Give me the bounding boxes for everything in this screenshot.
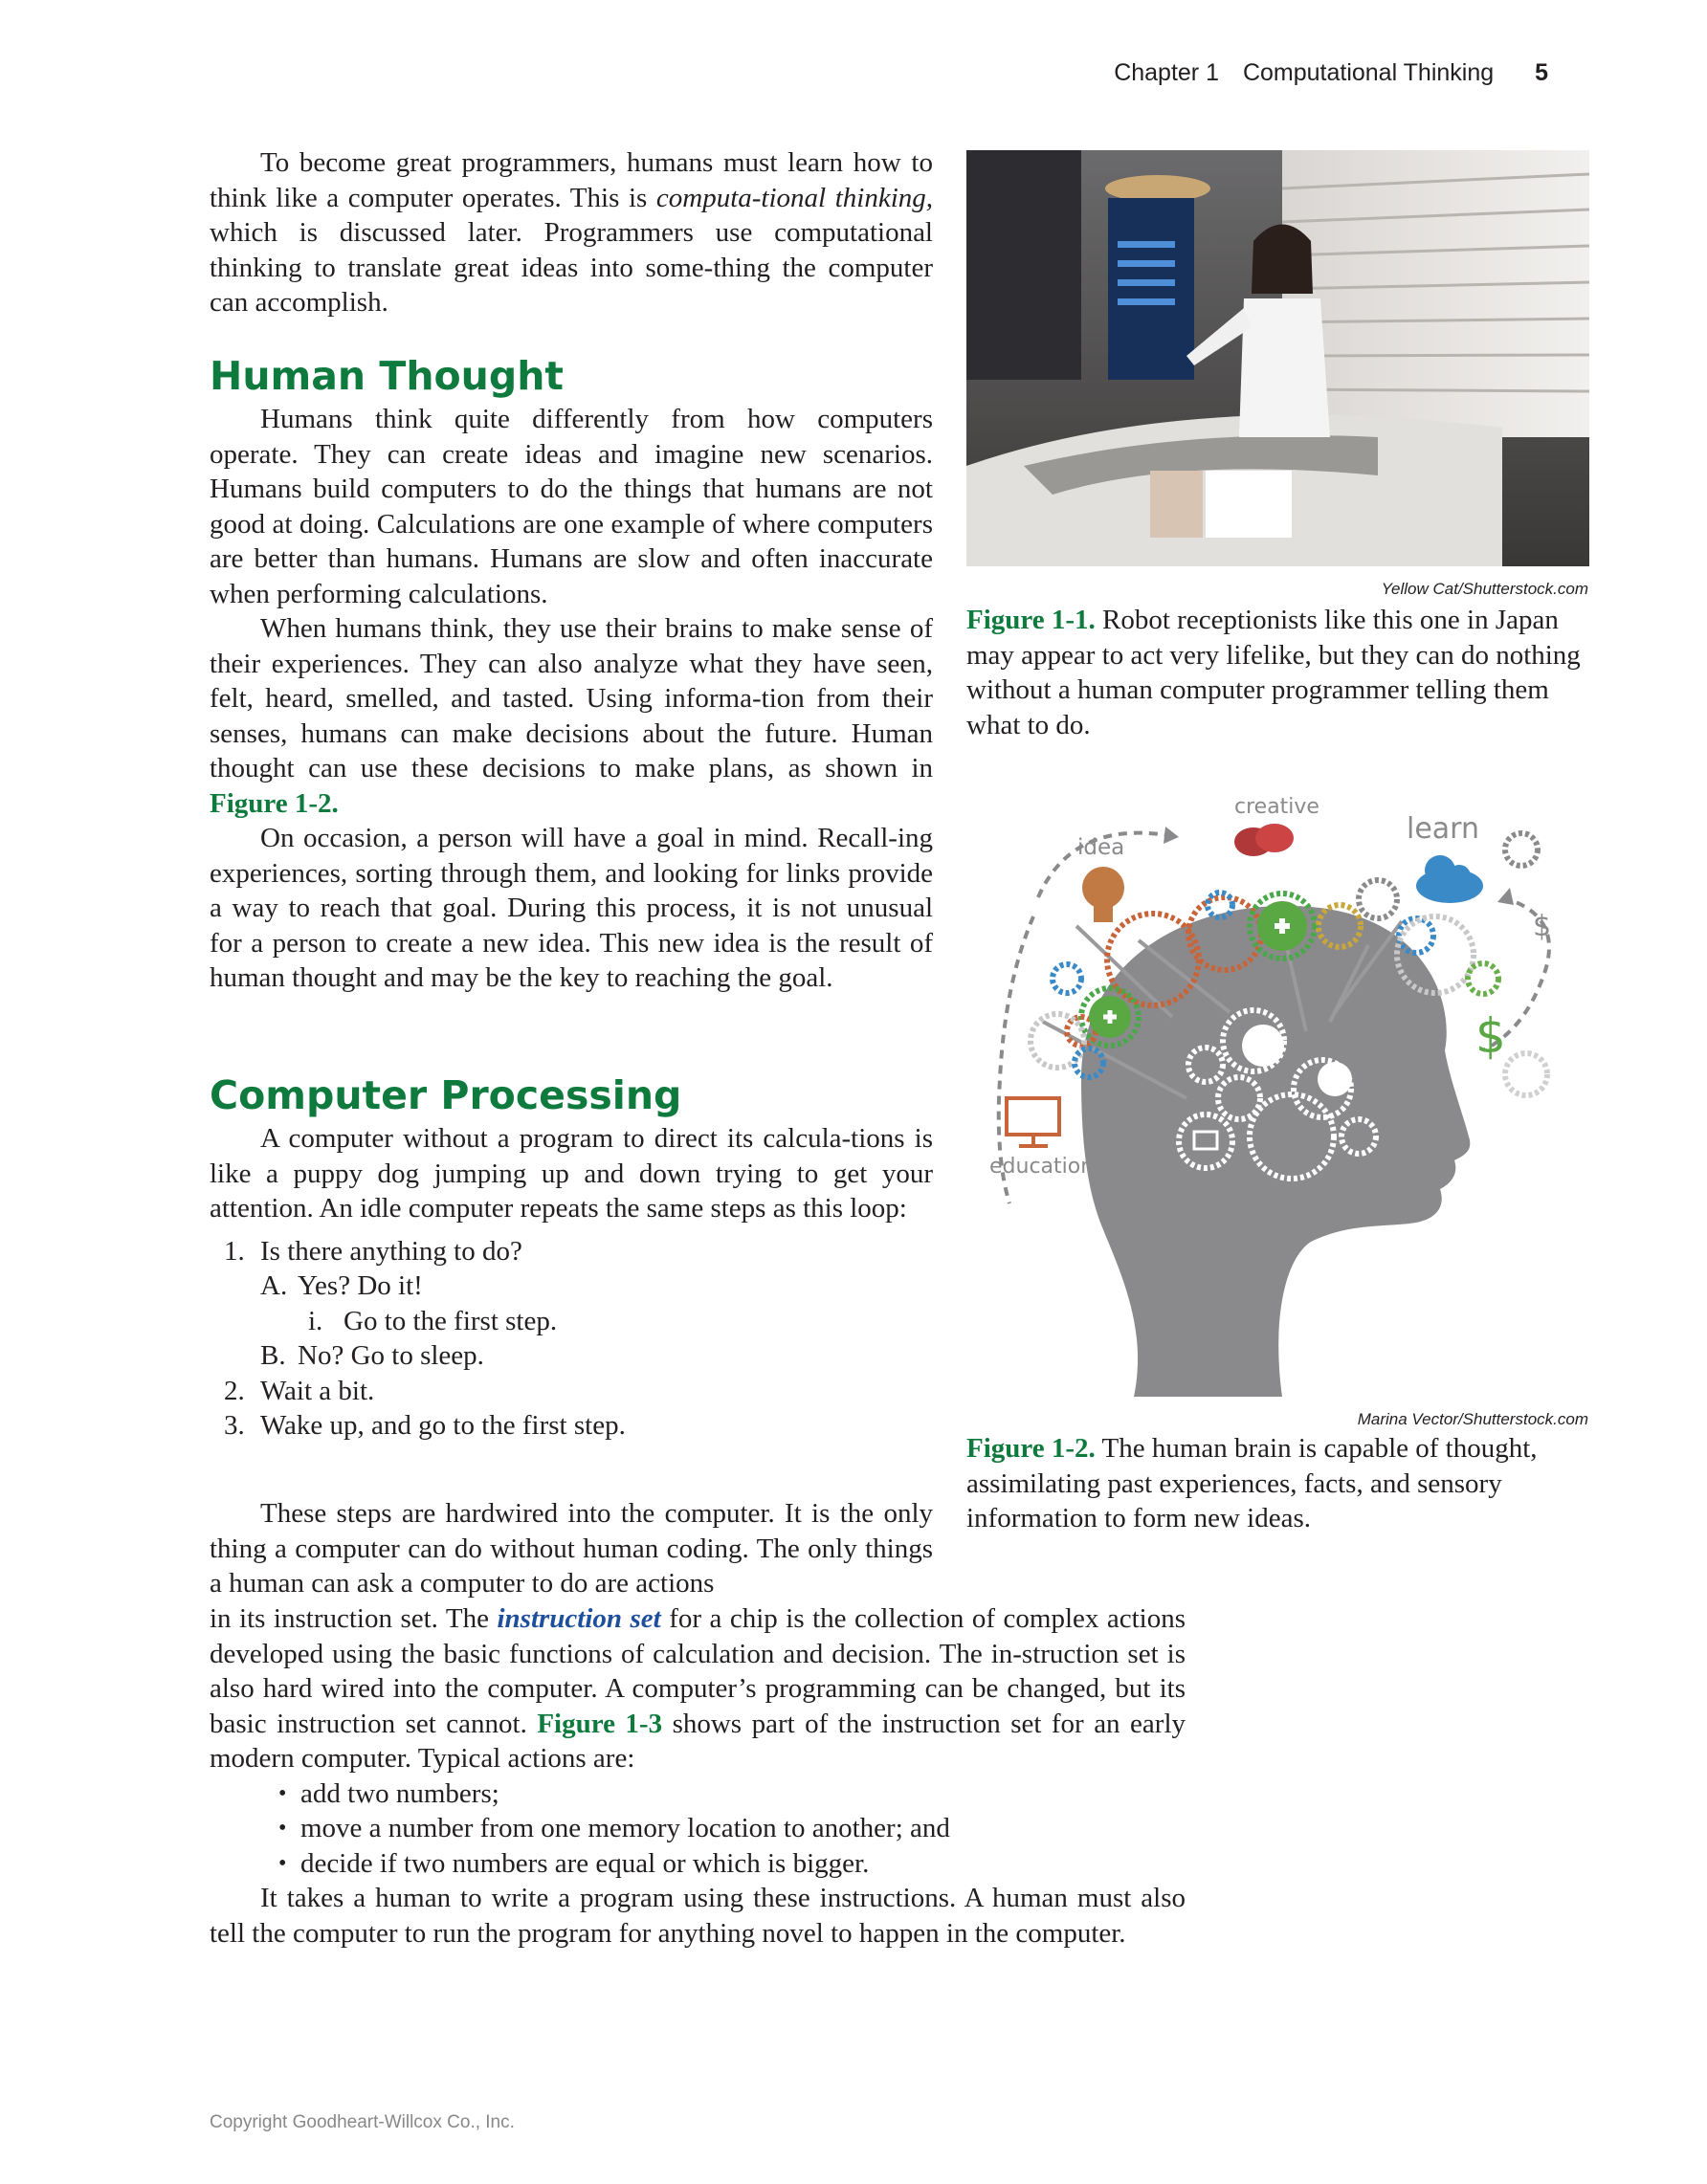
label-learn: learn bbox=[1407, 812, 1479, 846]
name-card bbox=[1150, 471, 1203, 538]
figure-1-2-caption: Figure 1-2. The human brain is capable of thought, assimilating past experiences, facts, and sensory information to form new ideas. bbox=[966, 1433, 1538, 1533]
step-item: A. Yes? Do it! bbox=[260, 1270, 423, 1301]
heading-human-thought: Human Thought bbox=[210, 353, 565, 399]
green-dollar-icon: $ bbox=[1475, 1008, 1506, 1064]
copyright-footer: Copyright Goodheart-Willcox Co., Inc. bbox=[210, 2112, 515, 2132]
chapter-title: Computational Thinking bbox=[1242, 59, 1495, 86]
step-item: 2. Wait a bit. bbox=[224, 1375, 375, 1406]
section-human-thought bbox=[210, 352, 933, 996]
step-item: 1. Is there anything to do? bbox=[224, 1235, 522, 1267]
idle-loop-steps bbox=[210, 1234, 933, 1444]
computer-processing-p1: A computer without a program to direct its calcula-tions is like a puppy dog jumping up and down trying to get your attention. An idle computer repeats the same steps as this loop: bbox=[210, 1123, 933, 1224]
section-computer-processing bbox=[210, 1071, 933, 1444]
robot-body bbox=[1239, 298, 1330, 437]
step-item: i. Go to the first step. bbox=[308, 1305, 558, 1336]
step-item: 3. Wake up, and go to the first step. bbox=[224, 1410, 626, 1441]
term-instruction-set[interactable]: instruction set bbox=[497, 1603, 661, 1634]
page-number: 5 bbox=[1535, 59, 1548, 86]
bulb-in-head-icon bbox=[1318, 1062, 1352, 1096]
figure-1-1-label: Figure 1-1. bbox=[966, 605, 1096, 635]
figure-1-3-reference[interactable]: Figure 1-3 bbox=[537, 1708, 663, 1739]
figure-1-1-credit: Yellow Cat/Shutterstock.com bbox=[1381, 580, 1588, 598]
human-thought-p2: When humans think, they use their brains to make sense of their experiences. They can also analyze what they have seen, felt, heard, smelled, and tasted. Using informa-tion from their senses, humans can make decisions about the future. Human thought can use these decisions to make plans, as shown in Figure 1-2. bbox=[210, 613, 933, 819]
speech-bubbles-icon bbox=[1234, 824, 1294, 856]
label-education: education bbox=[989, 1155, 1095, 1179]
computer-processing-p3: It takes a human to write a program using these instructions. A human must also tell the computer to run the program for anything novel to happen in the computer. bbox=[210, 1883, 1186, 1949]
figure-1-1-caption: Figure 1-1. Robot receptionists like this one in Japan may appear to act very lifelike, but they can do nothing without a human computer programmer telling them what to do. bbox=[966, 605, 1581, 740]
chat-bubbles-icon bbox=[1242, 1025, 1284, 1067]
step-item: B. No? Go to sleep. bbox=[260, 1340, 484, 1371]
computer-processing-p2-narrow bbox=[210, 1496, 933, 1601]
figure-1-2-label: Figure 1-2. bbox=[966, 1433, 1096, 1464]
running-head bbox=[1114, 59, 1548, 87]
computer-processing-p2: in its instruction set. The instruction set for a chip is the collection of complex actions developed using the basic functions of calculation and decision. The in-struction set is also hard wired into the computer. A computer’s programming can be changed, but its basic instruction set cannot. Figure 1-3 shows part of the instruction set for an early modern computer. Typical actions are: bbox=[210, 1603, 1186, 1774]
human-thought-p1: Humans think quite differently from how computers operate. They can create ideas and imagine new scenarios. Humans build computers to do the things that humans are not good at doing. Calculations are one example of where computers are better than humans. Humans are slow and often inaccurate when performing calculations. bbox=[210, 404, 933, 609]
computer-processing-p2-wide bbox=[210, 1601, 1186, 1951]
monitor-icon bbox=[1007, 1098, 1059, 1146]
chapter-number: Chapter 1 bbox=[1114, 59, 1219, 86]
figure-1-2-reference[interactable]: Figure 1-2. bbox=[210, 787, 339, 819]
list-item: • move a number from one memory location to another; and bbox=[210, 1811, 1186, 1846]
intro-block bbox=[210, 145, 933, 320]
label-idea: idea bbox=[1077, 835, 1125, 860]
label-creative: creative bbox=[1234, 795, 1319, 819]
heading-computer-processing: Computer Processing bbox=[210, 1072, 682, 1118]
computer-processing-p2-start: These steps are hardwired into the computer. It is the only thing a computer can do without human coding. The only things a human can ask a computer to do are actions bbox=[210, 1498, 933, 1599]
head-silhouette-icon bbox=[1081, 906, 1470, 1397]
cloud-icon bbox=[1416, 855, 1483, 903]
ceiling-lamp bbox=[1105, 175, 1210, 202]
figure-1-2-illustration bbox=[966, 792, 1607, 1397]
info-screen bbox=[1108, 198, 1194, 380]
human-thought-p3: On occasion, a person will have a goal in mind. Recall-ing experiences, sorting through them, and looking for links provide a way to reach that goal. During this process, it is not unusual for a person to create a new idea. This new idea is the result of human thought and may be the key to reaching the goal. bbox=[210, 823, 933, 993]
figure-1-1-photo bbox=[966, 150, 1589, 566]
list-item: • add two numbers; bbox=[210, 1776, 1186, 1812]
intro-paragraph: To become great programmers, humans must learn how to think like a computer operates. This is computa-tional thinking, which is discussed later. Programmers use computational thinking to translate great ideas into some-thing the computer can accomplish. bbox=[210, 147, 933, 318]
list-item: • decide if two numbers are equal or which is bigger. bbox=[210, 1846, 1186, 1882]
figure-1-2-credit: Marina Vector/Shutterstock.com bbox=[1357, 1410, 1588, 1428]
dollar-icon: $ bbox=[1533, 910, 1552, 943]
lightbulb-icon bbox=[1082, 867, 1124, 922]
typical-actions-list bbox=[210, 1776, 1186, 1882]
